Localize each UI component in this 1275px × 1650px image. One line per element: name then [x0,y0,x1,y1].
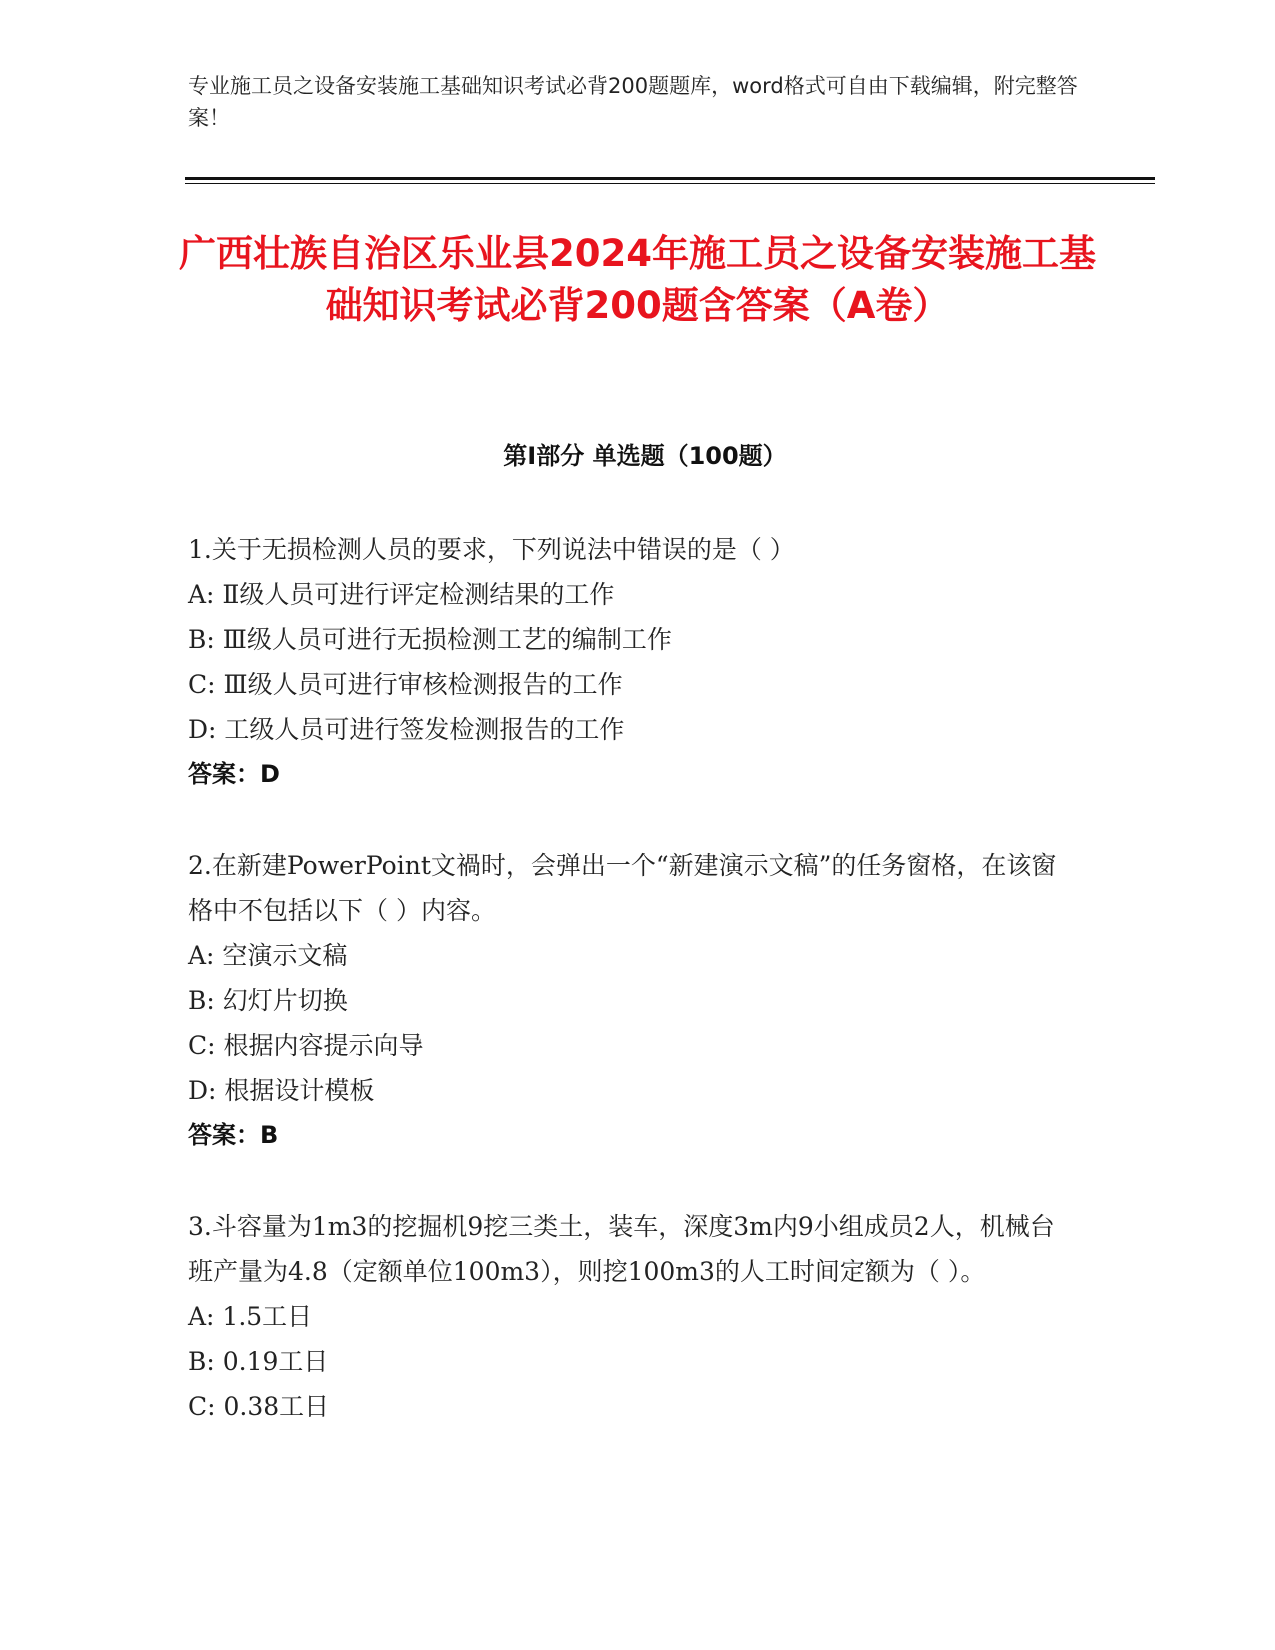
question-stem: 2.在新建PowerPoint文禍时，会弹出一个“新建演示文稿”的任务窗格，在该窗格中不包括以下（ ）内容。 [188,851,1057,925]
question-block [188,1204,1078,1429]
question-block [188,843,1078,1158]
header-divider-thin [185,183,1155,184]
answer-label: 答案：B [188,1121,279,1149]
answer-label: 答案：D [188,760,280,788]
question-stem: 1.关于无损检测人员的要求，下列说法中错误的是（ ） [188,535,795,564]
option-c: C: 根据内容提示向导 [188,1031,424,1060]
option-d: D: 根据设计模板 [188,1076,375,1105]
option-d: D: 工级人员可进行签发检测报告的工作 [188,715,625,744]
option-c: C: 0.38工日 [188,1392,330,1421]
header-divider-thick [185,177,1155,180]
option-b: B: 0.19工日 [188,1347,329,1376]
question-stem: 3.斗容量为1m3的挖掘机9挖三类土，装车，深度3m内9小组成员2人，机械台班产量为4.8（定额单位100m3），则挖100m3的人工时间定额为（ ）。 [188,1212,1055,1286]
option-b: B: Ⅲ级人员可进行无损检测工艺的编制工作 [188,625,672,654]
option-a: A: 空演示文稿 [188,941,348,970]
option-a: A: Ⅱ级人员可进行评定检测结果的工作 [188,580,615,609]
option-a: A: 1.5工日 [188,1302,313,1331]
header-note: 专业施工员之设备安装施工基础知识考试必背200题题库，word格式可自由下载编辑，附完整答案！ [188,74,1078,130]
option-c: C: Ⅲ级人员可进行审核检测报告的工作 [188,670,623,699]
option-b: B: 幻灯片切换 [188,986,348,1015]
document-title: 广西壮族自治区乐业县2024年施工员之设备安装施工基础知识考试必背200题含答案（A卷） [179,232,1096,327]
section-title: 第I部分 单选题（100题） [503,442,787,470]
question-block [188,527,1078,797]
